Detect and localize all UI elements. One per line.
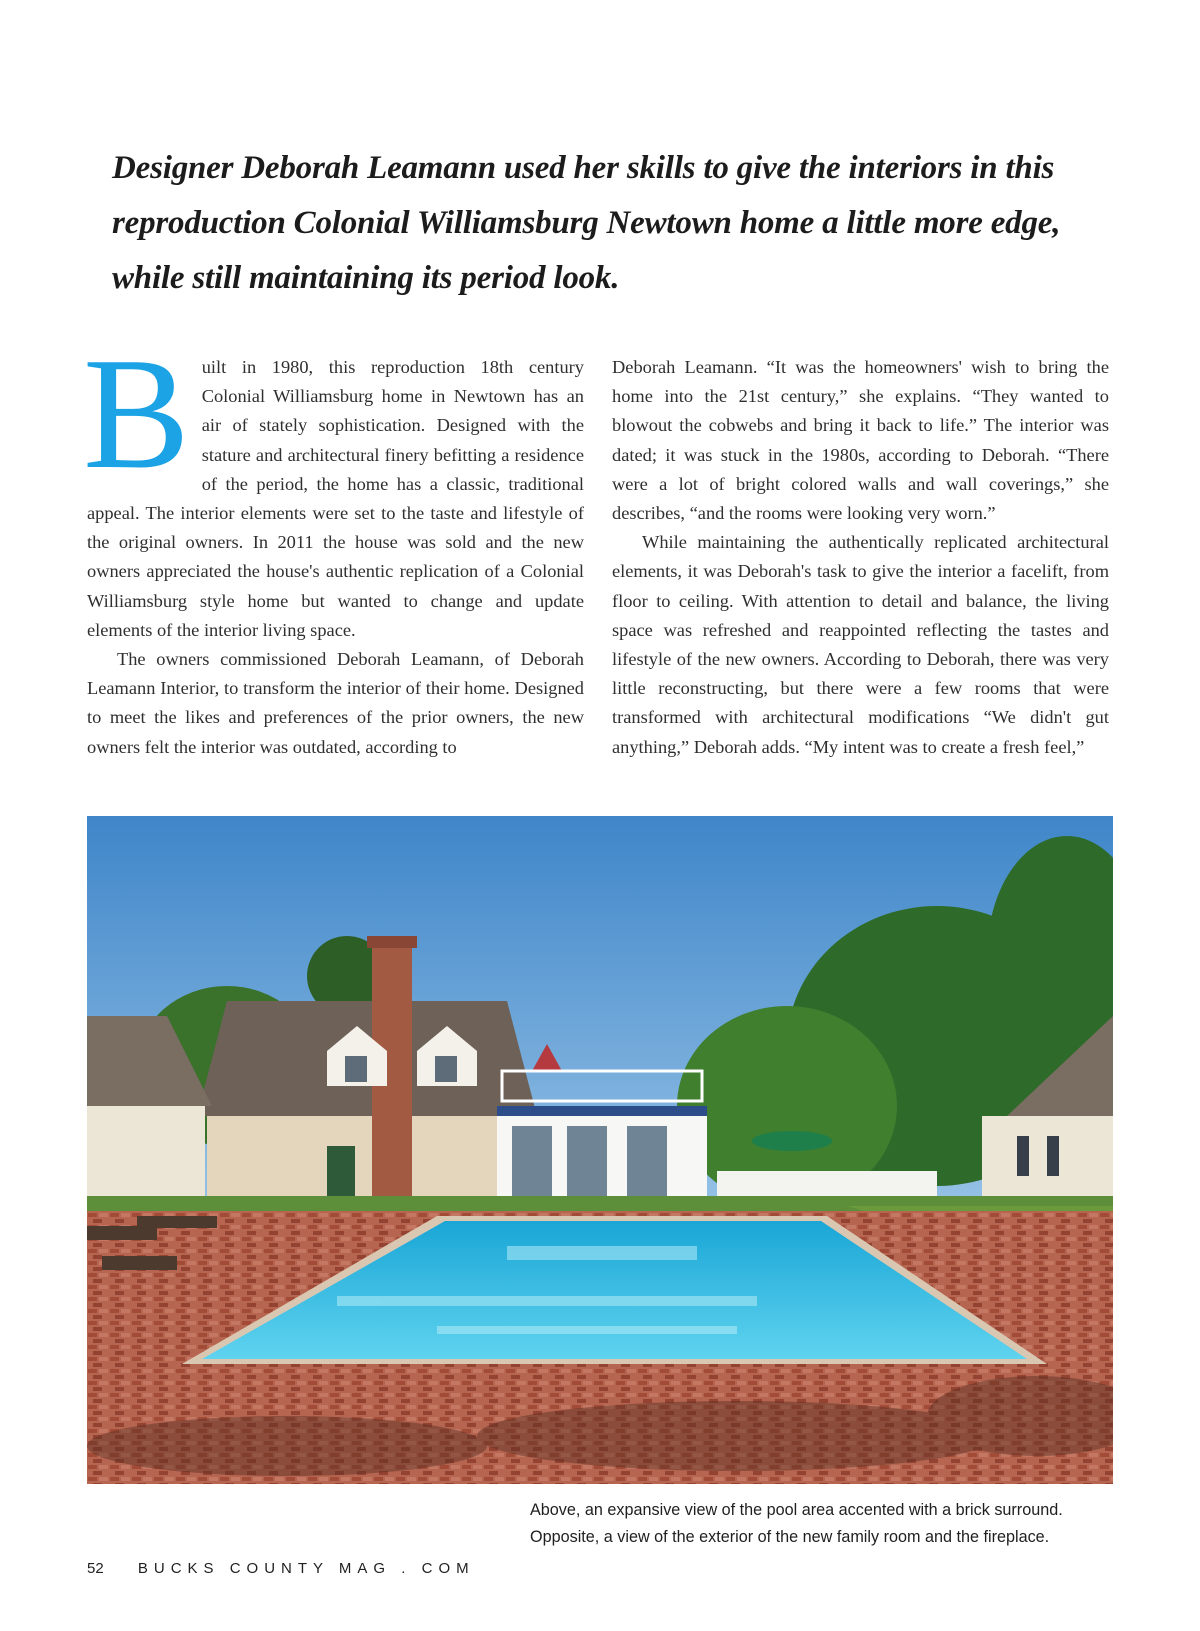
paragraph <box>83 324 584 645</box>
caption-line: Above, an expansive view of the pool area accented with a brick surround. <box>530 1501 1063 1519</box>
article-column-right <box>612 353 1109 762</box>
pool-area-photo <box>87 816 1113 1484</box>
article-column-left <box>83 324 584 762</box>
paragraph: The owners commissioned Deborah Leamann, of Deborah Leamann Interior, to transform the interior of their home. Designed to meet the likes and preferences of the prior owners, the new owners felt the interior was outdated, according to <box>87 649 584 757</box>
caption-line: Opposite, a view of the exterior of the new family room and the fireplace. <box>530 1528 1050 1546</box>
page-number: 52 <box>87 1560 104 1577</box>
magazine-brand: BUCKS COUNTY MAG . COM <box>137 1560 475 1577</box>
paragraph-text: uilt in 1980, this reproduction 18th century Colonial Williamsburg home in Newtown has an air of stately sophistication. Designed with the stature and architectural finery befitting a residence of the period, the home has a classic, traditional appeal. The interior elements were set to the taste and lifestyle of the original owners. In 2011 the house was sold and the new owners appreciated the house's authentic replication of a Colonial Williamsburg style home but wanted to change and update elements of the interior living space. <box>87 357 584 640</box>
photo-illustration <box>87 816 1113 1484</box>
paragraph: Deborah Leamann. “It was the homeowners' wish to bring the home into the 21st century,” she explains. “They wanted to blowout the cobwebs and bring it back to life.” The interior was dated; it was stuck in the 1980s, according to Deborah. “There were a lot of bright colored walls and wall coverings,” she describes, “and the rooms were looking very worn.” <box>612 357 1109 524</box>
article-dek: Designer Deborah Leamann used her skills to give the interiors in this reproduction Colonial Williamsburg Newtown home a little more edge, while still maintaining its period look. <box>112 150 1061 296</box>
paragraph: While maintaining the authentically replicated architectural elements, it was Deborah's task to give the interior a facelift, from floor to ceiling. With attention to detail and balance, the living space was refreshed and reappointed reflecting the tastes and lifestyle of the new owners. According to Deborah, there was very little reconstructing, but there were a few rooms that were transformed with architectural modifications “We didn't gut anything,” Deborah adds. “My intent was to create a fresh feel,” <box>612 532 1109 757</box>
page-footer <box>87 1560 475 1577</box>
drop-cap: B <box>83 324 190 502</box>
photo-caption <box>530 1497 1120 1551</box>
